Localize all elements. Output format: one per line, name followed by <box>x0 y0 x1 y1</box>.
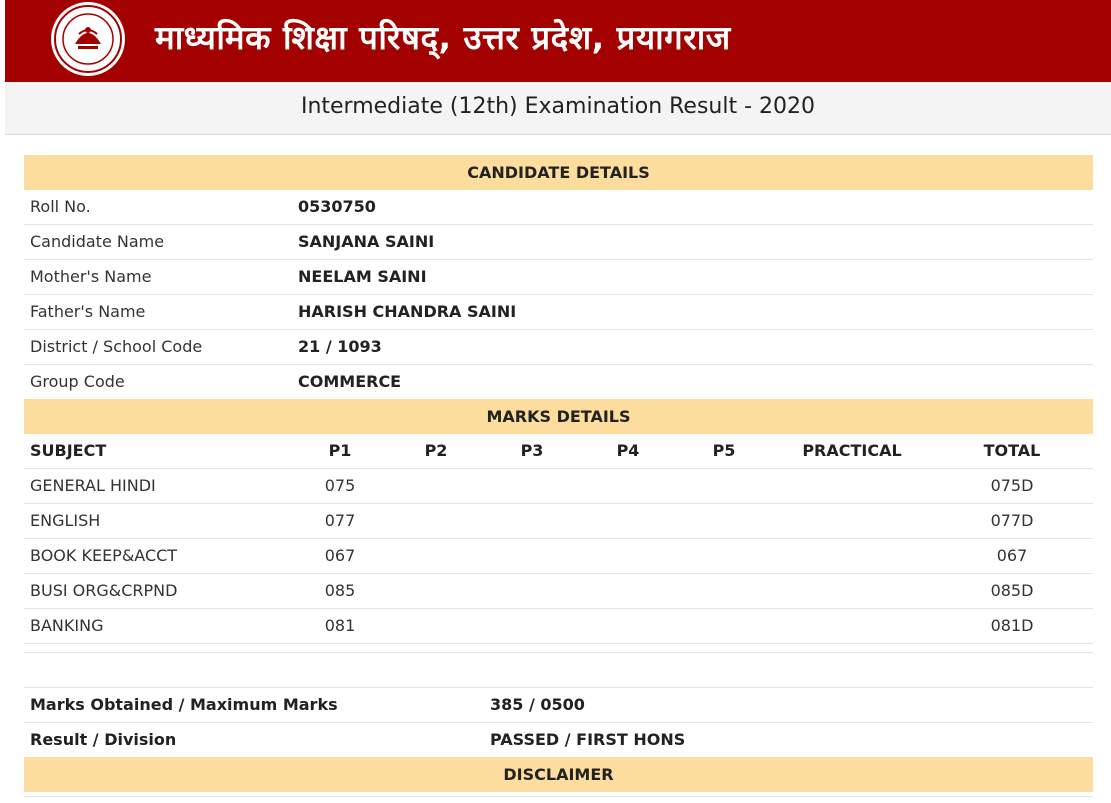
subject-cell: BOOK KEEP&ACCT <box>30 546 178 565</box>
candidate-row-group <box>24 365 1093 399</box>
result-value: PASSED / FIRST HONS <box>490 730 686 749</box>
table-row <box>24 609 1093 644</box>
candidate-section-header: CANDIDATE DETAILS <box>24 155 1093 190</box>
site-header <box>5 0 1111 82</box>
field-value: SANJANA SAINI <box>298 232 435 251</box>
total-cell: 067 <box>996 546 1028 565</box>
board-emblem-icon <box>45 0 131 80</box>
field-label: Mother's Name <box>30 267 152 286</box>
table-row <box>24 539 1093 574</box>
candidate-row-name <box>24 225 1093 260</box>
page-title: Intermediate (12th) Examination Result - 2020 <box>300 94 816 119</box>
field-value: 0530750 <box>298 197 376 216</box>
column-header: PRACTICAL <box>802 441 902 460</box>
field-value: 21 / 1093 <box>298 337 382 356</box>
p1-cell: 085 <box>324 581 356 600</box>
field-label: Group Code <box>30 372 125 391</box>
p1-cell: 075 <box>324 476 356 495</box>
subject-cell: BUSI ORG&CRPND <box>30 581 178 600</box>
field-label: Roll No. <box>30 197 91 216</box>
column-header: P1 <box>328 441 352 460</box>
p1-cell: 077 <box>324 511 356 530</box>
disclaimer-header: DISCLAIMER <box>24 757 1093 792</box>
field-label: Father's Name <box>30 302 146 321</box>
table-row <box>24 469 1093 504</box>
field-value: HARISH CHANDRA SAINI <box>298 302 517 321</box>
marks-table-header <box>24 434 1093 469</box>
candidate-row-father <box>24 295 1093 330</box>
marks-section-header: MARKS DETAILS <box>24 399 1093 434</box>
column-header: TOTAL <box>983 441 1041 460</box>
subject-cell: BANKING <box>30 616 104 635</box>
subject-cell: GENERAL HINDI <box>30 476 156 495</box>
blank-row <box>24 653 1093 688</box>
column-header: P5 <box>712 441 736 460</box>
p1-cell: 067 <box>324 546 356 565</box>
marks-obtained-label: Marks Obtained / Maximum Marks <box>30 695 338 714</box>
total-cell: 077D <box>990 511 1034 530</box>
p1-cell: 081 <box>324 616 356 635</box>
total-cell: 075D <box>990 476 1034 495</box>
field-value: NEELAM SAINI <box>298 267 427 286</box>
table-row <box>24 504 1093 539</box>
table-row <box>24 574 1093 609</box>
column-header: P4 <box>616 441 640 460</box>
column-header: SUBJECT <box>30 441 107 460</box>
total-cell: 081D <box>990 616 1034 635</box>
table-divider <box>24 644 1093 653</box>
field-label: Candidate Name <box>30 232 165 251</box>
marks-obtained-value: 385 / 0500 <box>490 695 585 714</box>
candidate-row-roll <box>24 190 1093 225</box>
board-title: माध्यमिक शिक्षा परिषद्, उत्तर प्रदेश, प्रयागराज <box>155 18 731 57</box>
marks-summary-row <box>24 688 1093 723</box>
column-header: P3 <box>520 441 544 460</box>
field-label: District / School Code <box>30 337 203 356</box>
subject-cell: ENGLISH <box>30 511 101 530</box>
result-card <box>24 155 1093 797</box>
result-label: Result / Division <box>30 730 177 749</box>
total-cell: 085D <box>990 581 1034 600</box>
table-divider <box>24 792 1093 797</box>
exam-title-bar <box>5 82 1111 135</box>
result-row <box>24 723 1093 757</box>
candidate-row-district <box>24 330 1093 365</box>
field-value: COMMERCE <box>298 372 402 391</box>
candidate-row-mother <box>24 260 1093 295</box>
column-header: P2 <box>424 441 448 460</box>
